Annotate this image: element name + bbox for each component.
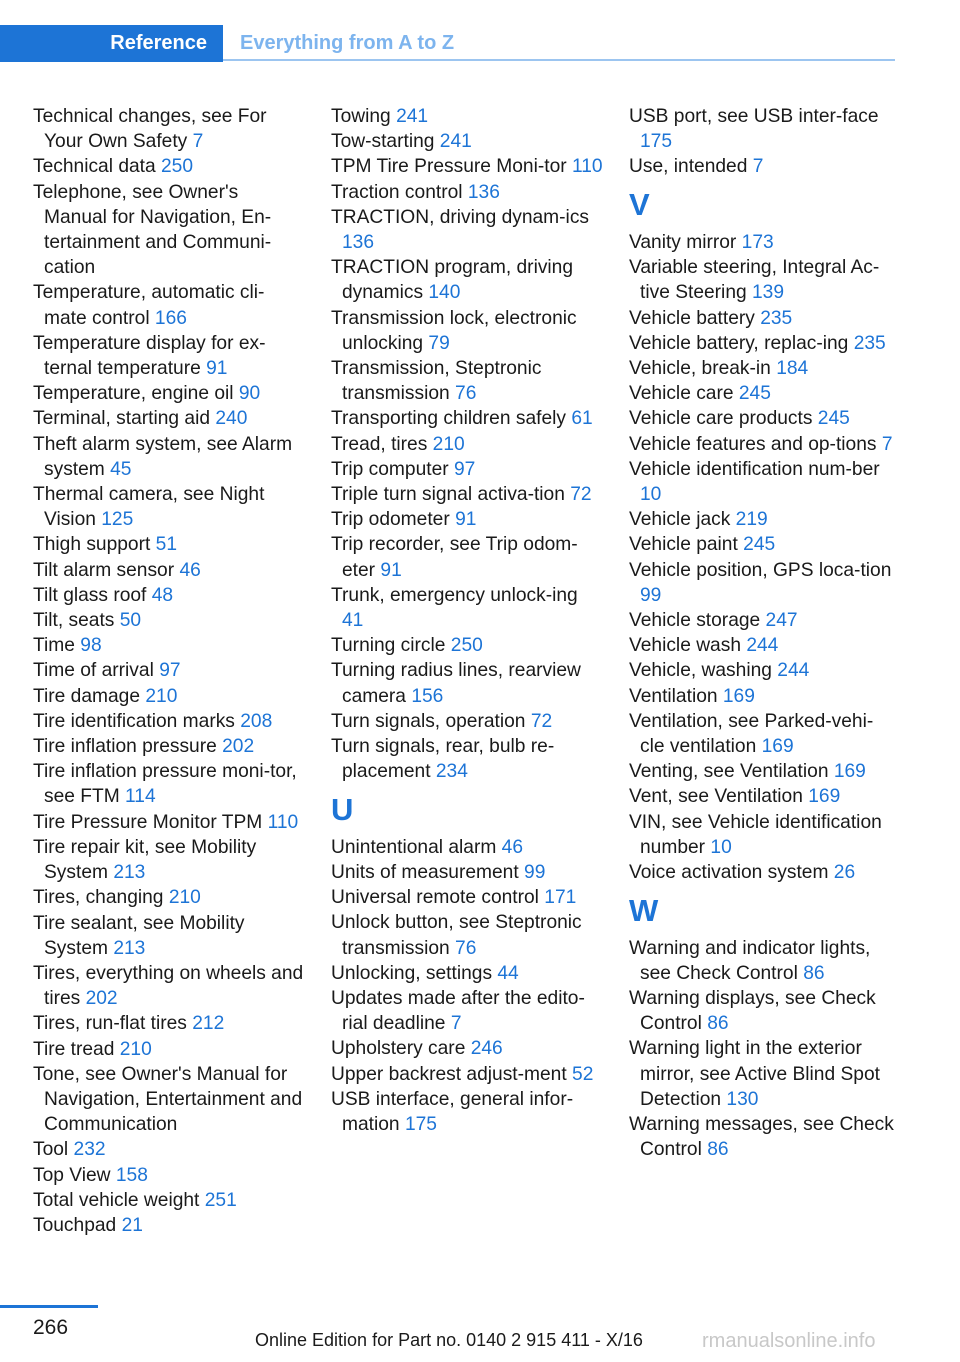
page-link[interactable]: 210 bbox=[119, 1038, 152, 1060]
entry-term: Warning messages, see Check Control bbox=[629, 1114, 894, 1161]
page-link[interactable]: 99 bbox=[524, 862, 546, 884]
section-letter: V bbox=[629, 187, 650, 223]
index-entry bbox=[629, 507, 897, 532]
index-entry bbox=[331, 885, 603, 910]
page-link[interactable]: 72 bbox=[530, 710, 553, 732]
index-entry bbox=[629, 709, 897, 759]
index-entry bbox=[33, 961, 305, 1011]
entry-term: Tool bbox=[33, 1139, 69, 1161]
entry-term: Tow-starting bbox=[331, 131, 435, 153]
index-entry bbox=[331, 255, 603, 305]
tab-everything-a-to-z[interactable]: Everything from A to Z bbox=[240, 32, 455, 54]
page-link[interactable]: 245 bbox=[738, 383, 771, 405]
entry-term: Tire sealant, see Mobility System bbox=[33, 912, 245, 959]
entry-term: Time of arrival bbox=[33, 660, 154, 682]
page-link[interactable]: 166 bbox=[154, 307, 187, 329]
entry-term: Temperature, automatic cli‐mate control bbox=[33, 282, 265, 329]
index-entry bbox=[629, 810, 897, 860]
page-link[interactable]: 26 bbox=[833, 862, 856, 884]
page-link[interactable]: 10 bbox=[640, 484, 662, 506]
page-link[interactable]: 97 bbox=[454, 458, 476, 480]
page-link[interactable]: 114 bbox=[125, 786, 156, 808]
page-number: 266 bbox=[33, 1316, 69, 1339]
page-link[interactable]: 110 bbox=[571, 156, 603, 178]
index-entry bbox=[331, 658, 603, 708]
index-entry bbox=[33, 1137, 305, 1162]
index-entry bbox=[331, 154, 603, 179]
page-link[interactable]: 245 bbox=[743, 534, 776, 556]
index-entry bbox=[629, 860, 897, 885]
entry-term: Trip computer bbox=[331, 458, 449, 480]
index-entry bbox=[629, 658, 897, 683]
entry-term: Terminal, starting aid bbox=[33, 408, 211, 430]
page-link[interactable]: 44 bbox=[497, 962, 519, 984]
index-entry bbox=[33, 432, 305, 482]
entry-term: Warning light in the exterior mirror, see Active Blind Spot Detection bbox=[629, 1038, 880, 1110]
page-link[interactable]: 246 bbox=[470, 1038, 503, 1060]
index-entry bbox=[331, 709, 603, 734]
index-entry bbox=[33, 583, 305, 608]
page-link[interactable]: 136 bbox=[467, 181, 500, 203]
watermark: rmanualsonline.info bbox=[702, 1330, 876, 1352]
entry-term: Temperature display for ex‐ternal temperature bbox=[33, 332, 266, 380]
entry-term: Variable steering, Integral Ac‐tive Steering bbox=[629, 257, 880, 304]
index-entry bbox=[629, 759, 897, 784]
entry-term: Warning and indicator lights, see Check Control bbox=[629, 937, 871, 984]
page-link[interactable]: 46 bbox=[501, 836, 524, 858]
page-link[interactable]: 219 bbox=[735, 509, 768, 531]
entry-term: Vehicle identification num‐ber bbox=[629, 458, 880, 480]
page-link[interactable]: 51 bbox=[155, 534, 178, 556]
page-link[interactable]: 210 bbox=[432, 433, 465, 455]
index-entry bbox=[629, 558, 897, 608]
index-entry bbox=[331, 205, 603, 255]
index-entry bbox=[629, 784, 897, 809]
entry-term: Transmission lock, electronic unlocking bbox=[331, 307, 577, 354]
entry-term: Tire Pressure Monitor TPM bbox=[33, 811, 263, 833]
entry-term: Vehicle wash bbox=[629, 635, 741, 657]
entry-term: Thermal camera, see Night Vision bbox=[33, 484, 265, 531]
entry-term: Updates made after the edito‐rial deadline bbox=[331, 988, 585, 1035]
entry-term: USB port, see USB inter‐face bbox=[629, 106, 879, 127]
entry-term: Theft alarm system, see Alarm system bbox=[33, 433, 293, 480]
index-column-2 bbox=[331, 104, 603, 1137]
index-entry bbox=[331, 734, 603, 784]
index-entry bbox=[331, 406, 603, 431]
page-link[interactable]: 250 bbox=[161, 156, 194, 178]
entry-term: Turning circle bbox=[331, 635, 446, 657]
index-entry bbox=[629, 532, 897, 557]
page-link[interactable]: 210 bbox=[145, 685, 178, 707]
index-entry bbox=[629, 1112, 897, 1162]
page-link[interactable]: 247 bbox=[765, 610, 798, 632]
section-letter: W bbox=[629, 892, 659, 928]
entry-term: Ventilation, see Parked-vehi‐cle ventilation bbox=[629, 710, 874, 758]
entry-term: TPM Tire Pressure Moni‐tor bbox=[331, 156, 567, 178]
index-entry bbox=[331, 432, 603, 457]
index-entry bbox=[629, 381, 897, 406]
entry-term: Triple turn signal activa‐tion bbox=[331, 484, 565, 506]
index-entry bbox=[629, 633, 897, 658]
entry-term: Use, intended bbox=[629, 156, 748, 178]
index-entry bbox=[331, 986, 603, 1036]
entry-term: VIN, see Vehicle identification number bbox=[629, 811, 882, 858]
index-entry bbox=[331, 910, 603, 960]
page-link[interactable]: 86 bbox=[707, 1139, 729, 1161]
entry-term: Warning displays, see Check Control bbox=[629, 988, 876, 1035]
entry-term: Tire identification marks bbox=[33, 710, 235, 732]
entry-term: Vent, see Ventilation bbox=[629, 786, 803, 808]
entry-term: Tire repair kit, see Mobility System bbox=[33, 836, 257, 884]
page-link[interactable]: 235 bbox=[853, 332, 886, 354]
page-link[interactable]: 76 bbox=[455, 383, 477, 405]
index-entry bbox=[629, 936, 897, 986]
page-link[interactable]: 156 bbox=[411, 685, 444, 707]
entry-term: Unlock button, see Steptronic transmission bbox=[331, 912, 582, 959]
page-link[interactable]: 99 bbox=[640, 584, 662, 606]
page-link[interactable]: 241 bbox=[396, 106, 429, 127]
page-link[interactable]: 169 bbox=[722, 685, 755, 707]
entry-term: Tires, changing bbox=[33, 887, 164, 909]
page-link[interactable]: 169 bbox=[761, 736, 794, 758]
page-link[interactable]: 45 bbox=[110, 458, 132, 480]
index-entry bbox=[33, 331, 305, 381]
page-link[interactable]: 175 bbox=[404, 1114, 437, 1136]
index-entry bbox=[33, 1163, 305, 1188]
page-link[interactable]: 175 bbox=[640, 131, 673, 153]
entry-term: Vanity mirror bbox=[629, 231, 737, 253]
entry-term: Telephone, see Owner's Manual for Navigation, En‐tertainment and Communi‐cation bbox=[33, 181, 272, 279]
entry-term: Tire tread bbox=[33, 1038, 115, 1060]
page-link[interactable]: 7 bbox=[752, 156, 764, 178]
entry-term: USB interface, general infor‐mation bbox=[331, 1088, 574, 1136]
entry-term: Trip recorder, see Trip odom‐eter bbox=[331, 534, 578, 581]
index-entry bbox=[331, 961, 603, 986]
index-entry bbox=[331, 356, 603, 406]
page-link[interactable]: 79 bbox=[428, 332, 450, 354]
index-entry bbox=[629, 406, 897, 431]
page-link[interactable]: 232 bbox=[73, 1139, 106, 1161]
index-entry bbox=[331, 104, 603, 129]
entry-term: TRACTION, driving dynam‐ics bbox=[331, 206, 590, 228]
page-link[interactable]: 86 bbox=[707, 1013, 729, 1035]
entry-term: Units of measurement bbox=[331, 862, 519, 884]
entry-term: Unlocking, settings bbox=[331, 962, 493, 984]
page-link[interactable]: 90 bbox=[238, 383, 261, 405]
index-entry bbox=[629, 356, 897, 381]
index-entry bbox=[629, 154, 897, 179]
page-link[interactable]: 110 bbox=[267, 811, 299, 833]
entry-term: Transporting children safely bbox=[331, 408, 566, 430]
entry-term: Vehicle care products bbox=[629, 408, 813, 430]
entry-term: Top View bbox=[33, 1164, 111, 1186]
page-link[interactable]: 210 bbox=[168, 887, 201, 909]
page-link[interactable]: 97 bbox=[159, 660, 181, 682]
page-link[interactable]: 76 bbox=[455, 937, 477, 959]
page-link[interactable]: 46 bbox=[179, 559, 201, 581]
index-entry bbox=[33, 810, 305, 835]
page-link[interactable]: 61 bbox=[571, 408, 593, 430]
entry-term: Touchpad bbox=[33, 1214, 117, 1236]
index-entry bbox=[331, 583, 603, 633]
index-entry bbox=[629, 432, 897, 457]
index-column-1 bbox=[33, 104, 305, 1238]
page-link[interactable]: 7 bbox=[192, 131, 204, 153]
page-link[interactable]: 41 bbox=[342, 610, 364, 632]
index-column-3 bbox=[629, 104, 897, 1162]
page-link[interactable]: 234 bbox=[435, 761, 468, 783]
entry-term: Vehicle, break-in bbox=[629, 358, 771, 379]
tab-underline bbox=[223, 59, 895, 61]
entry-term: Tires, run-flat tires bbox=[33, 1013, 187, 1035]
index-entry bbox=[33, 154, 305, 179]
page-link[interactable]: 235 bbox=[760, 307, 793, 329]
entry-term: Towing bbox=[331, 106, 391, 127]
page-link[interactable]: 72 bbox=[570, 484, 592, 506]
page-link[interactable]: 21 bbox=[121, 1214, 143, 1236]
index-entry bbox=[629, 331, 897, 356]
page-link[interactable]: 169 bbox=[808, 786, 841, 808]
page-link[interactable]: 244 bbox=[777, 660, 810, 682]
entry-term: Traction control bbox=[331, 181, 463, 203]
index-entry bbox=[629, 230, 897, 255]
index-entry bbox=[331, 482, 603, 507]
entry-term: TRACTION program, driving dynamics bbox=[331, 257, 574, 304]
entry-term: Technical changes, see For Your Own Safety bbox=[33, 106, 267, 153]
page-link[interactable]: 213 bbox=[113, 862, 146, 884]
page-link[interactable]: 158 bbox=[115, 1164, 148, 1186]
page-link[interactable]: 130 bbox=[726, 1088, 759, 1110]
index-entry bbox=[33, 734, 305, 759]
page-link[interactable]: 208 bbox=[240, 710, 273, 732]
entry-term: Trunk, emergency unlock‐ing bbox=[331, 584, 578, 606]
index-entry bbox=[33, 759, 305, 809]
entry-term: Tilt glass roof bbox=[33, 584, 147, 606]
entry-term: Voice activation system bbox=[629, 862, 829, 884]
entry-term: Turn signals, rear, bulb re‐placement bbox=[331, 736, 555, 783]
index-entry bbox=[331, 633, 603, 658]
index-entry bbox=[33, 1011, 305, 1036]
index-entry bbox=[33, 1188, 305, 1213]
index-entry bbox=[33, 1037, 305, 1062]
page-link[interactable]: 173 bbox=[741, 231, 774, 253]
index-entry bbox=[33, 608, 305, 633]
page-link[interactable]: 139 bbox=[752, 282, 785, 304]
entry-term: Time bbox=[33, 635, 75, 657]
page-link[interactable]: 202 bbox=[222, 736, 255, 758]
index-entry bbox=[33, 104, 305, 154]
section-letter: U bbox=[331, 792, 354, 828]
entry-term: Turning radius lines, rearview camera bbox=[331, 660, 581, 707]
page-link[interactable]: 184 bbox=[776, 358, 809, 379]
entry-term: Vehicle features and op‐tions bbox=[629, 433, 877, 455]
page-link[interactable]: 240 bbox=[215, 408, 248, 430]
entry-term: Tire damage bbox=[33, 685, 141, 707]
index-entry bbox=[629, 104, 897, 154]
entry-term: Tires, everything on wheels and tires bbox=[33, 962, 304, 1010]
page-link[interactable]: 169 bbox=[833, 761, 866, 783]
entry-term: Vehicle battery, replac‐ing bbox=[629, 332, 849, 354]
index-entry bbox=[33, 885, 305, 910]
entry-term: Universal remote control bbox=[331, 887, 539, 909]
index-entry bbox=[33, 1213, 305, 1238]
index-entry bbox=[33, 911, 305, 961]
entry-term: Unintentional alarm bbox=[331, 836, 497, 858]
index-entry bbox=[33, 482, 305, 532]
entry-term: Technical data bbox=[33, 156, 156, 178]
index-entry bbox=[33, 180, 305, 281]
index-entry bbox=[629, 608, 897, 633]
entry-term: Tread, tires bbox=[331, 433, 428, 455]
entry-term: Upholstery care bbox=[331, 1038, 466, 1060]
index-entry bbox=[33, 1062, 305, 1138]
page-link[interactable]: 250 bbox=[450, 635, 483, 657]
entry-term: Ventilation bbox=[629, 685, 718, 707]
index-entry bbox=[33, 280, 305, 330]
page-link[interactable]: 98 bbox=[80, 635, 102, 657]
entry-term: Vehicle position, GPS loca‐tion bbox=[629, 559, 892, 581]
edition-text: Online Edition for Part no. 0140 2 915 411 - X/16 bbox=[255, 1330, 643, 1350]
entry-term: Tire inflation pressure moni‐tor, see FTM bbox=[33, 761, 297, 808]
entry-term: Vehicle care bbox=[629, 383, 734, 405]
index-entry bbox=[331, 507, 603, 532]
index-entry bbox=[331, 180, 603, 205]
header-tabbar bbox=[0, 25, 895, 62]
entry-term: Vehicle jack bbox=[629, 509, 731, 531]
index-entry bbox=[33, 558, 305, 583]
index-entry bbox=[331, 457, 603, 482]
index-entry bbox=[33, 633, 305, 658]
page-link[interactable]: 91 bbox=[206, 358, 228, 380]
entry-term: Tilt alarm sensor bbox=[33, 559, 175, 581]
page-link[interactable]: 10 bbox=[710, 836, 732, 858]
index-entry bbox=[629, 306, 897, 331]
page-link[interactable]: 52 bbox=[572, 1063, 594, 1085]
page-link[interactable]: 125 bbox=[101, 509, 134, 531]
index-entry bbox=[331, 1036, 603, 1061]
page-link[interactable]: 91 bbox=[455, 509, 477, 531]
page-link[interactable]: 86 bbox=[803, 962, 825, 984]
entry-term: Vehicle battery bbox=[629, 307, 755, 329]
entry-term: Vehicle paint bbox=[629, 534, 738, 556]
entry-term: Vehicle storage bbox=[629, 610, 761, 632]
index-entry bbox=[33, 709, 305, 734]
page-link[interactable]: 50 bbox=[119, 610, 142, 632]
entry-term: Turn signals, operation bbox=[331, 710, 526, 732]
index-entry bbox=[33, 835, 305, 885]
entry-term: Tone, see Owner's Manual for Navigation, Entertainment and Communication bbox=[33, 1063, 303, 1136]
entry-term: Thigh support bbox=[33, 534, 151, 556]
entry-term: Venting, see Ventilation bbox=[629, 761, 829, 783]
index-entry bbox=[33, 406, 305, 431]
entry-term: Temperature, engine oil bbox=[33, 383, 234, 405]
index-entry bbox=[331, 835, 603, 860]
page-link[interactable]: 245 bbox=[817, 408, 850, 430]
index-entry bbox=[629, 1036, 897, 1112]
index-entry bbox=[629, 986, 897, 1036]
page-link[interactable]: 241 bbox=[439, 131, 472, 153]
tab-reference[interactable]: Reference bbox=[0, 25, 223, 62]
entry-term: Vehicle, washing bbox=[629, 660, 772, 682]
index-entry bbox=[331, 860, 603, 885]
page-link[interactable]: 202 bbox=[85, 988, 118, 1010]
entry-term: Upper backrest adjust‐ment bbox=[331, 1063, 567, 1085]
index-entry bbox=[33, 684, 305, 709]
page-link[interactable]: 140 bbox=[428, 282, 461, 304]
index-entry bbox=[629, 255, 897, 305]
entry-term: Tire inflation pressure bbox=[33, 736, 217, 758]
index-entry bbox=[331, 1062, 603, 1087]
page-link[interactable]: 136 bbox=[342, 232, 375, 254]
page-link[interactable]: 251 bbox=[204, 1189, 237, 1211]
entry-term: Trip odometer bbox=[331, 509, 450, 531]
page-link[interactable]: 171 bbox=[544, 887, 577, 909]
page-link[interactable]: 7 bbox=[450, 1013, 462, 1035]
page-link[interactable]: 212 bbox=[192, 1013, 225, 1035]
page-link[interactable]: 244 bbox=[746, 635, 779, 657]
entry-term: Transmission, Steptronic transmission bbox=[331, 358, 542, 405]
index-entry bbox=[33, 658, 305, 683]
page-link[interactable]: 48 bbox=[151, 584, 174, 606]
entry-term: Total vehicle weight bbox=[33, 1189, 200, 1211]
index-entry bbox=[33, 381, 305, 406]
index-entry bbox=[331, 306, 603, 356]
page-link[interactable]: 213 bbox=[113, 937, 146, 959]
page-link[interactable]: 91 bbox=[380, 559, 402, 581]
index-entry bbox=[331, 532, 603, 582]
index-entry bbox=[331, 129, 603, 154]
index-entry bbox=[33, 532, 305, 557]
index-entry bbox=[331, 1087, 603, 1137]
footer-accent-bar bbox=[0, 1305, 98, 1308]
entry-term: Tilt, seats bbox=[33, 610, 115, 632]
index-entry bbox=[629, 457, 897, 507]
index-entry bbox=[629, 684, 897, 709]
page-link[interactable]: 7 bbox=[881, 433, 893, 455]
